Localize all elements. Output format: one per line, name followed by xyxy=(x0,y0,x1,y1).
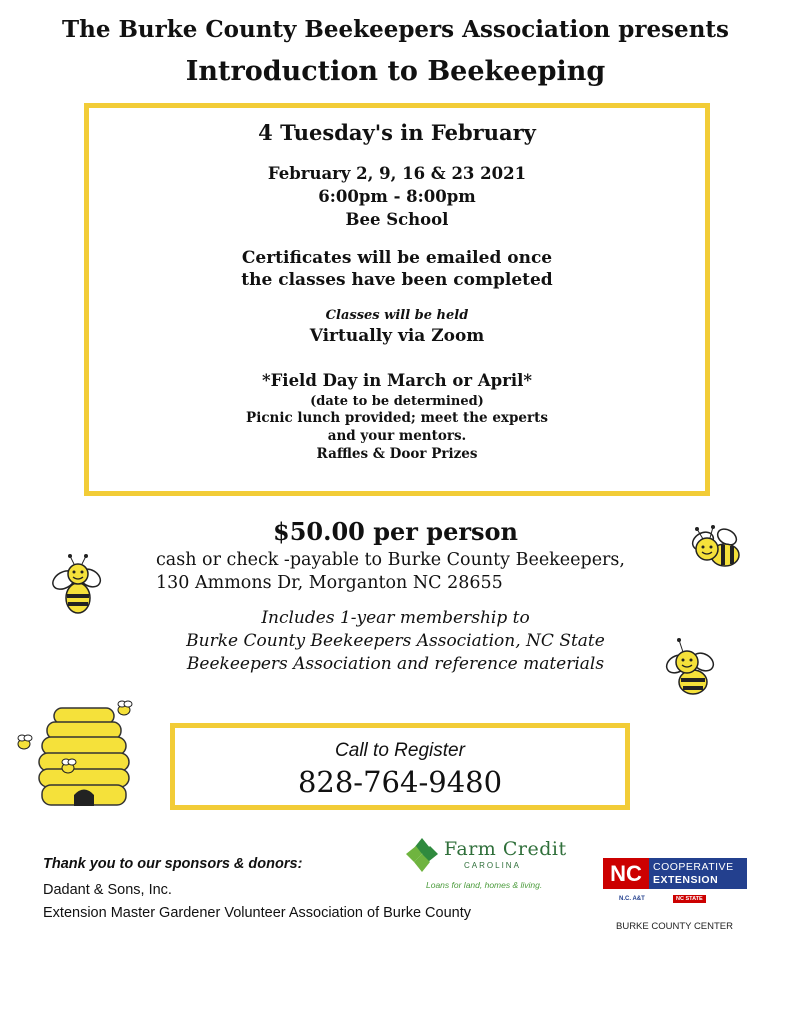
membership-line-1: Includes 1-year membership to xyxy=(261,608,530,628)
membership-line-2: Burke County Beekeepers Association, NC State xyxy=(186,631,605,651)
classes-held-label: Classes will be held xyxy=(325,308,469,323)
bee-icon xyxy=(683,515,749,579)
certificate-line-2: the classes have been completed xyxy=(241,270,553,290)
ncstate-logo: NC STATE xyxy=(673,895,706,903)
payment-line-1: cash or check -payable to Burke County Beekeepers, xyxy=(156,550,625,570)
virtual-zoom: Virtually via Zoom xyxy=(309,326,485,346)
farm-credit-tagline: Loans for land, homes & living. xyxy=(426,880,543,890)
register-box xyxy=(170,723,630,810)
price: $50.00 per person xyxy=(273,517,518,546)
nc-extension-logo xyxy=(603,858,753,938)
bee-icon xyxy=(657,634,723,700)
schedule-heading: 4 Tuesday's in February xyxy=(258,120,536,145)
bee-icon xyxy=(42,552,112,620)
farm-credit-logo xyxy=(404,834,584,896)
extension-line-2: EXTENSION xyxy=(653,874,719,886)
page-title: Introduction to Beekeeping xyxy=(185,56,606,87)
field-day: *Field Day in March or April* xyxy=(261,371,533,390)
picnic-line-2: and your mentors. xyxy=(327,428,467,444)
farm-credit-leaf-icon xyxy=(404,836,440,874)
sponsor-item-dadant: Dadant & Sons, Inc. xyxy=(43,882,172,898)
sponsor-item-master-gardener: Extension Master Gardener Volunteer Association of Burke County xyxy=(43,905,471,921)
certificate-line-1: Certificates will be emailed once xyxy=(241,248,553,268)
class-dates: February 2, 9, 16 & 23 2021 xyxy=(267,164,527,183)
picnic-line-1: Picnic lunch provided; meet the experts xyxy=(246,410,548,426)
membership-line-3: Beekeepers Association and reference materials xyxy=(186,654,605,674)
register-phone[interactable]: 828-764-9480 xyxy=(297,765,503,799)
sponsors-heading: Thank you to our sponsors & donors: xyxy=(43,856,303,872)
field-day-tbd: (date to be determined) xyxy=(310,394,484,409)
class-time: 6:00pm - 8:00pm xyxy=(318,187,476,206)
extension-banner xyxy=(649,858,747,889)
nc-mark: NC xyxy=(603,858,649,889)
beehive-icon xyxy=(14,698,144,818)
header-presenter: The Burke County Beekeepers Association presents xyxy=(62,16,729,43)
ncat-logo: N.C. A&T xyxy=(619,896,645,902)
schedule-box xyxy=(84,103,710,496)
bee-school: Bee School xyxy=(345,210,449,229)
register-label: Call to Register xyxy=(335,740,465,761)
farm-credit-name: Farm Credit xyxy=(444,838,567,860)
payment-line-2: 130 Ammons Dr, Morganton NC 28655 xyxy=(156,573,503,593)
burke-county-center: BURKE COUNTY CENTER xyxy=(616,921,734,932)
extension-line-1: COOPERATIVE xyxy=(653,861,734,873)
raffles: Raffles & Door Prizes xyxy=(316,446,478,462)
farm-credit-region: CAROLINA xyxy=(464,861,521,870)
